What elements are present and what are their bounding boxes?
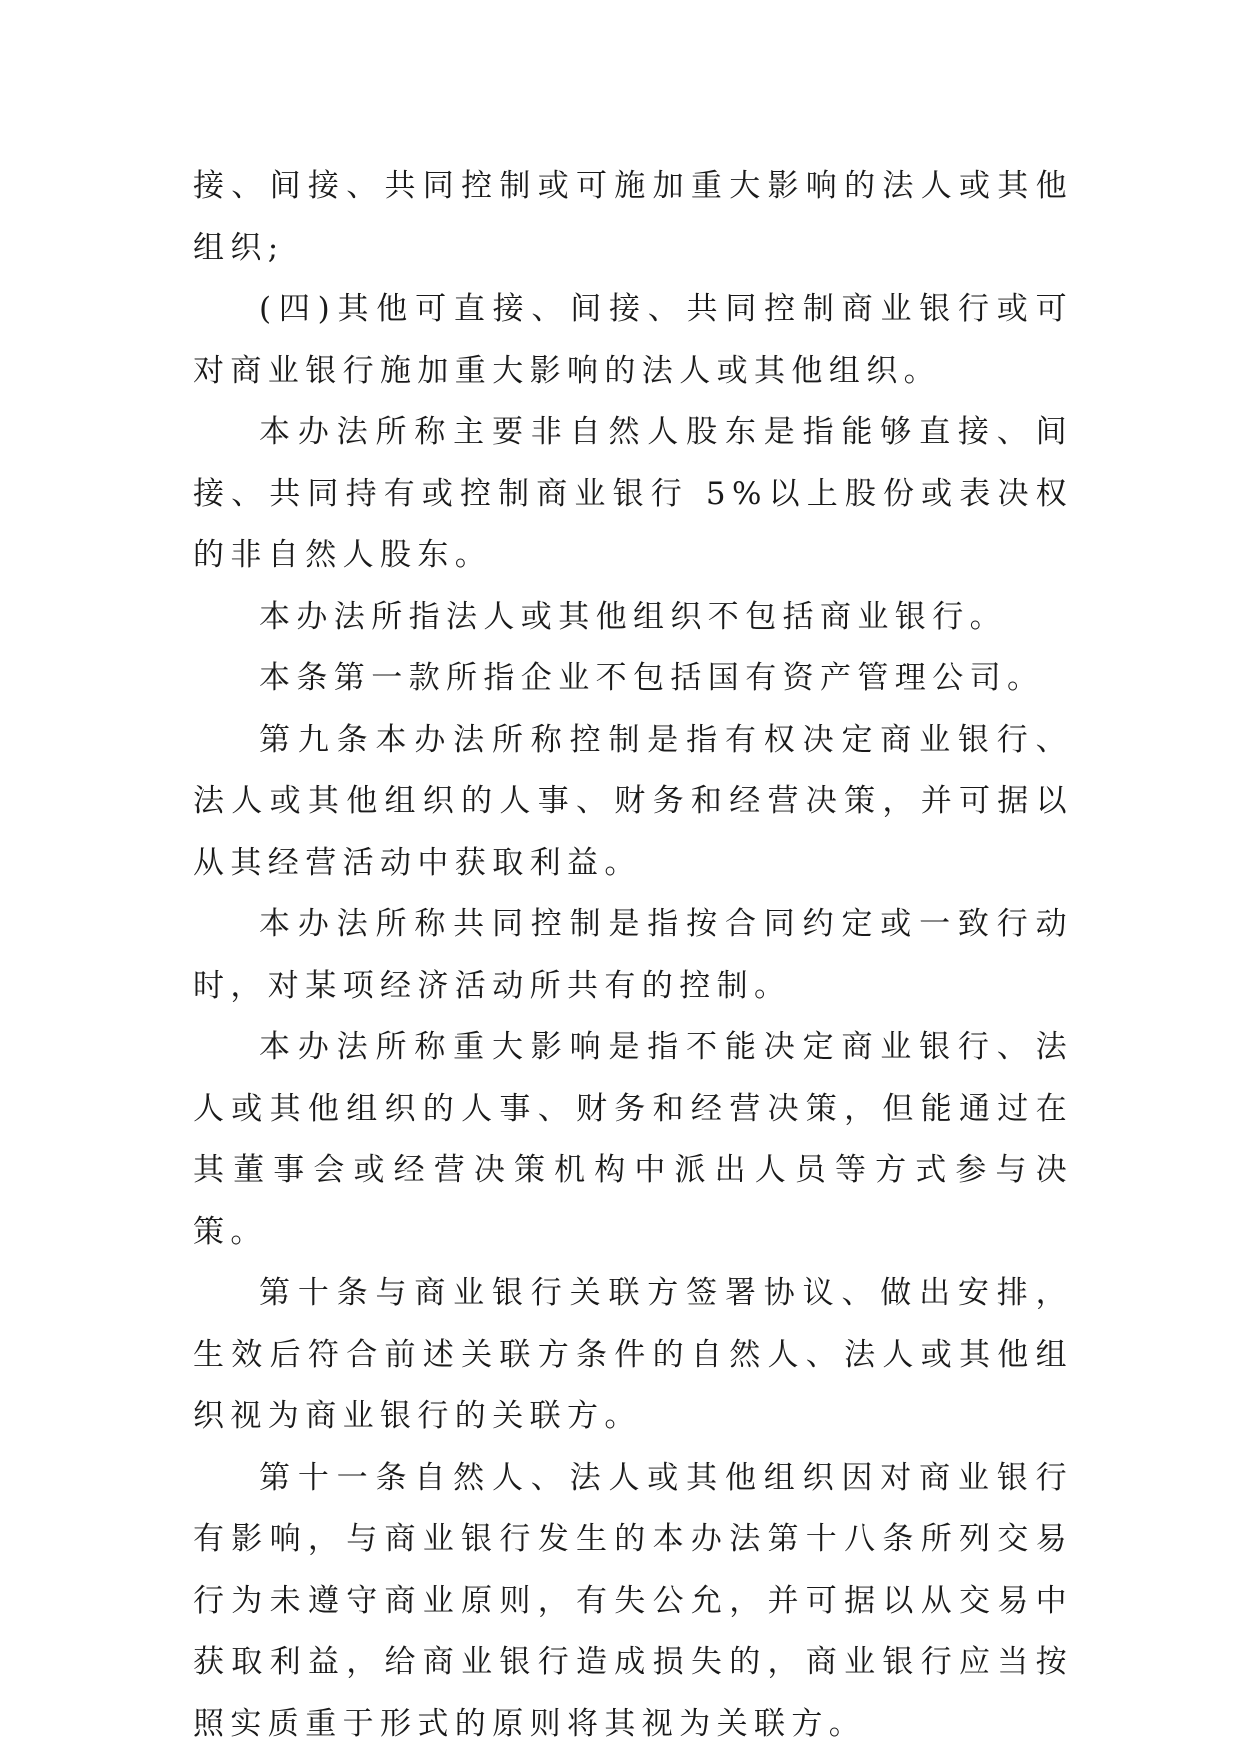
paragraph-article-eleven: 第十一条自然人、法人或其他组织因对商业银行有影响，与商业银行发生的本办法第十八条所列交易行为未遵守商业原则，有失公允，并可据以从交易中获取利益，给商业银行造成损失的，商业银行应当按照实质重于形式的原则将其视为关联方。 bbox=[193, 1448, 1073, 1755]
paragraph-continuation: 接、间接、共同控制或可施加重大影响的法人或其他组织; bbox=[193, 156, 1073, 279]
paragraph-article-nine: 第九条本办法所称控制是指有权决定商业银行、法人或其他组织的人事、财务和经营决策，并可据以从其经营活动中获取利益。 bbox=[193, 710, 1073, 895]
paragraph-legal-person-scope: 本办法所指法人或其他组织不包括商业银行。 bbox=[193, 587, 1073, 649]
paragraph-significant-influence: 本办法所称重大影响是指不能决定商业银行、法人或其他组织的人事、财务和经营决策，但能通过在其董事会或经营决策机构中派出人员等方式参与决策。 bbox=[193, 1017, 1073, 1263]
paragraph-article-ten: 第十条与商业银行关联方签署协议、做出安排，生效后符合前述关联方条件的自然人、法人或其他组织视为商业银行的关联方。 bbox=[193, 1263, 1073, 1448]
document-body bbox=[193, 156, 1073, 1755]
paragraph-major-shareholder: 本办法所称主要非自然人股东是指能够直接、间接、共同持有或控制商业银行 5%以上股份或表决权的非自然人股东。 bbox=[193, 402, 1073, 587]
paragraph-enterprise-scope: 本条第一款所指企业不包括国有资产管理公司。 bbox=[193, 648, 1073, 710]
paragraph-item-four: (四)其他可直接、间接、共同控制商业银行或可对商业银行施加重大影响的法人或其他组织。 bbox=[193, 279, 1073, 402]
paragraph-joint-control: 本办法所称共同控制是指按合同约定或一致行动时，对某项经济活动所共有的控制。 bbox=[193, 894, 1073, 1017]
